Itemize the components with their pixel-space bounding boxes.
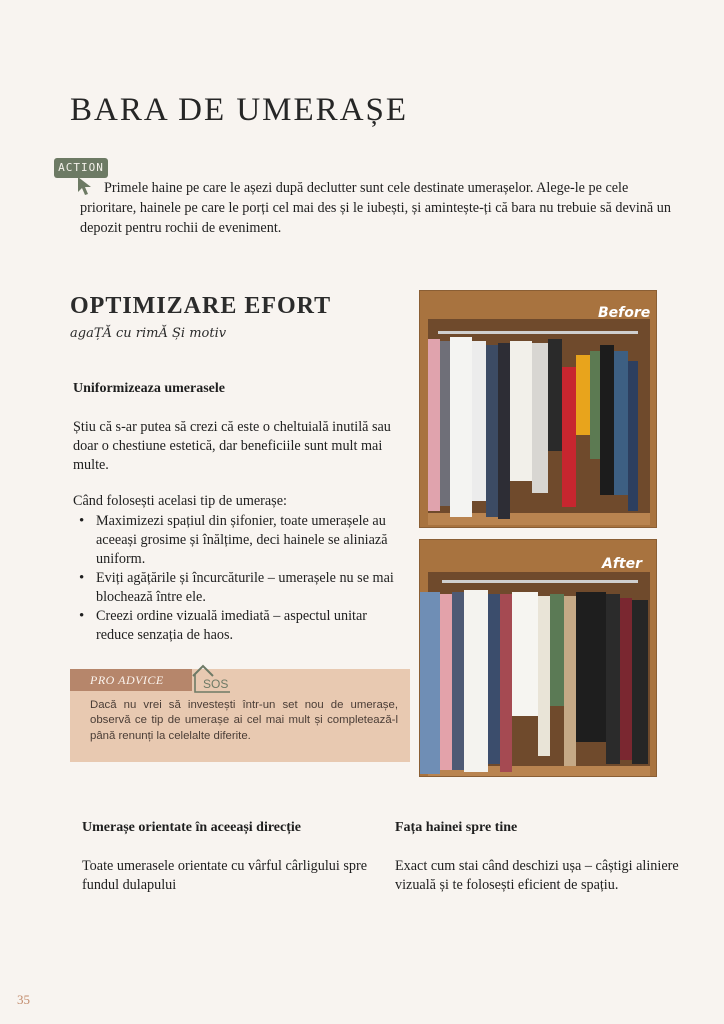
after-wardrobe-photo xyxy=(419,539,657,777)
list-item: • Creezi ordine vizuală imediată – aspectul unitar reduce senzația de haos. xyxy=(79,607,395,645)
action-text: Primele haine pe care le așezi după declutter sunt cele destinate umerașelor. Alege-le pe cele prioritare, hainele pe care le porți cel mai des și le iubești, și amintește-ți că bara nu trebuie să devină un depozit pentru rochii de eveniment. xyxy=(80,180,671,236)
sos-text: SOS xyxy=(203,677,229,691)
list-item: • Maximizezi spațiul din șifonier, toate umerașele au aceeași grosime și înălțime, deci hainele se aliniază uniform. xyxy=(79,512,395,569)
before-wardrobe-photo xyxy=(419,290,657,528)
section-title: OPTIMIZARE EFORT xyxy=(70,293,332,319)
page-title: BARA DE UMERAȘE xyxy=(70,92,409,128)
facing-heading: Fața hainei spre tine xyxy=(395,820,518,835)
page-number: 35 xyxy=(17,992,30,1007)
after-label: After xyxy=(602,556,643,572)
before-label: Before xyxy=(598,305,651,321)
direction-text: Toate umerasele orientate cu vârful cârligului spre fundul dulapului xyxy=(82,858,367,893)
intro-paragraph: Știu că s-ar putea să crezi că este o cheltuială inutilă sau doar o chestiune estetică, dar beneficiile sunt mult mai multe. xyxy=(73,419,391,473)
subheading: Uniformizeaza umerasele xyxy=(73,381,225,396)
benefits-list xyxy=(79,512,395,645)
facing-text: Exact cum stai când deschizi ușa – câștigi aliniere vizuală și te folosești eficient de spațiu. xyxy=(395,858,679,893)
bullets-intro: Când folosești acelasi tip de umerașe: xyxy=(73,493,287,509)
section-subtitle: agaȚĂ cu rimĂ Și motiv xyxy=(70,326,227,341)
pro-advice-label: PRO ADVICE xyxy=(70,669,192,691)
list-item: • Eviți agățările și încurcăturile – umerașele nu se mai blochează între ele. xyxy=(79,569,395,607)
action-badge: ACTION xyxy=(54,158,108,178)
pro-advice-text: Dacă nu vrei să investești într-un set nou de umerașe, observă ce tip de umerașe ai cel mai mult și completează-l până renunți la celelalte diferite. xyxy=(90,699,398,742)
sos-house-icon xyxy=(188,662,232,694)
direction-heading: Umerașe orientate în aceeași direcție xyxy=(82,820,301,835)
